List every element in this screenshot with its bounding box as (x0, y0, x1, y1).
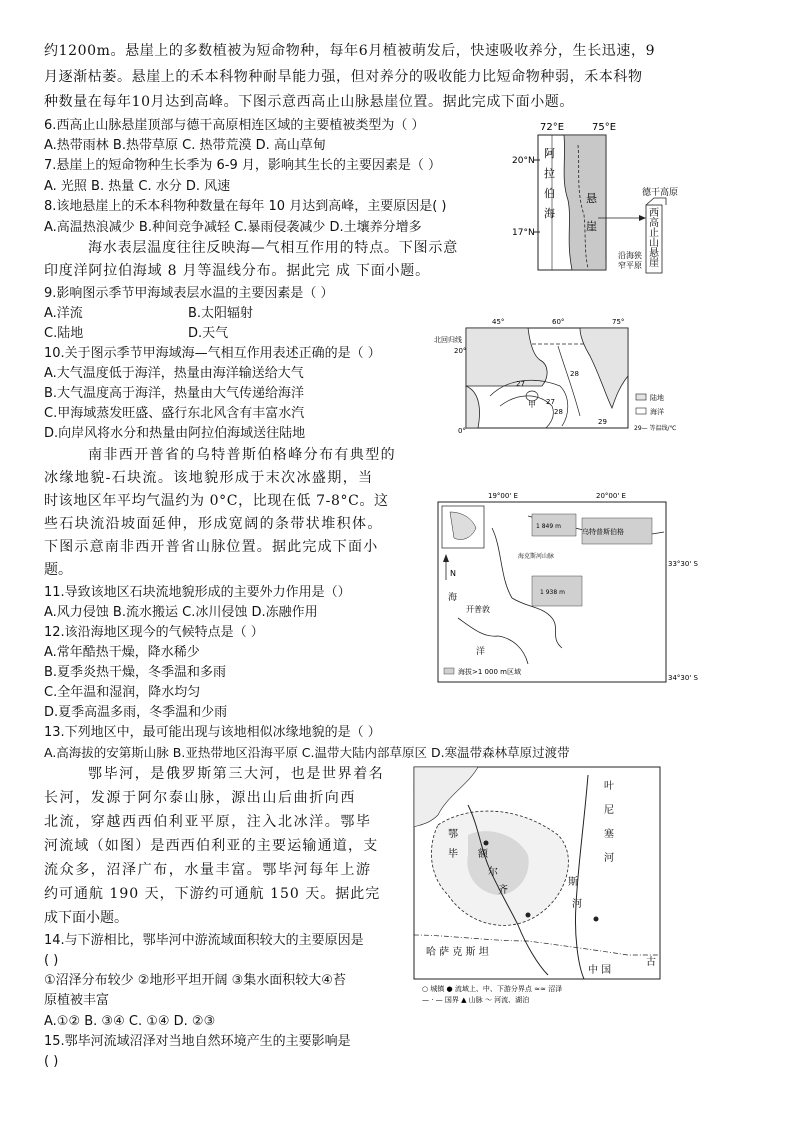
passage-4-line-4: 河流域（如图）是西西伯利亚的主要运输通道，支 (44, 838, 379, 854)
map1-side-4: 山 (649, 238, 659, 249)
map4-yenisei-3: 塞 (604, 829, 614, 840)
intro-line-3: 种数量在每年10月达到高峰。下图示意西高止山脉悬崖位置。据此完成下面小题。 (44, 94, 575, 110)
question-9-option-b: B.太阳辐射 (188, 306, 254, 321)
map1-side-6: 崖 (649, 258, 659, 269)
map1-sea-1: 阿 (544, 147, 555, 160)
map3-lat-34: 34°30' S (668, 674, 698, 682)
map1-side-5: 悬 (649, 248, 659, 259)
map2-iso-label-5: 28 (570, 370, 579, 378)
map2-jia: 甲 (528, 400, 536, 409)
question-10-option-b: B.大气温度高于海洋，热量由大气传递给海洋 (44, 386, 305, 401)
passage-2-line-2: 印度洋阿拉伯海域 8 月等温线分布。据此完 成 下面小题。 (44, 263, 430, 279)
map2-lat-0: 0° (458, 427, 466, 435)
question-12-option-b: B.夏季炎热干燥，冬季温和多雨 (44, 665, 227, 680)
map1-lon-72: 72°E (540, 122, 565, 133)
question-10: 10.关于图示季节甲海域海—气相互作用表述正确的是（ ） (44, 346, 381, 361)
map2-legend-land: 陆地 (650, 394, 664, 402)
map3-elev-2: 1 938 m (540, 589, 565, 596)
question-9-option-d: D.天气 (188, 326, 229, 341)
map1-lat-17: 17°N (512, 228, 535, 238)
passage-3-line-3: 时该地区年平均气温约为 0°C，比现在低 7-8°C。这 (44, 493, 389, 509)
question-8: 8.该地悬崖上的禾本科物种数量在每年 10 月达到高峰，主要原因是( ) (44, 199, 447, 214)
question-11-options: A.风力侵蚀 B.流水搬运 C.冰川侵蚀 D.冻融作用 (44, 605, 318, 620)
map4-irtysh-4: 斯 (568, 877, 578, 888)
map-western-cape (432, 488, 698, 686)
question-7: 7.悬崖上的短命物种生长季为 6-9 月，影响其生长的主要因素是（ ） (44, 158, 442, 173)
map-ob-river (408, 765, 664, 1005)
passage-4-line-5: 流众多，沼泽广布，水量丰富。鄂毕河每年上游 (44, 862, 372, 878)
map2-lon-60: 60° (552, 318, 565, 326)
map3-cape: 开普敦 (466, 605, 490, 614)
map2-iso-label-1: 27 (516, 380, 525, 388)
passage-3-line-6: 题。 (44, 562, 72, 578)
map4-mongolia: 古 (646, 957, 656, 968)
map4-ob-1: 鄂 (448, 829, 458, 840)
map4-irtysh-2: 尔 (488, 867, 498, 878)
map3-elev-1: 1 849 m (536, 523, 561, 530)
question-13: 13.下列地区中，最可能出现与该地相似冰缘地貌的是（ ） (44, 725, 381, 740)
map3-ocean-2: 洋 (476, 647, 486, 657)
map4-irtysh-3: 齐 (498, 885, 508, 896)
question-10-option-c: C.甲海域蒸发旺盛、盛行东北风含有丰富水汽 (44, 406, 305, 421)
question-14: 14.与下游相比，鄂毕河中游流域面积较大的主要原因是 (44, 933, 364, 948)
map1-lon-75: 75°E (592, 122, 617, 133)
map1-side-3: 止 (649, 228, 659, 239)
question-10-option-d: D.向岸风将水分和热量由阿拉伯海域送往陆地 (44, 426, 306, 441)
passage-3-line-5: 下图示意南非西开普省山脉位置。据此完成下面小 (44, 539, 379, 555)
question-14-options-line-2: 原植被丰富 (44, 993, 110, 1008)
map1-sea-2: 拉 (544, 167, 555, 180)
question-6: 6.西高止山脉悬崖顶部与德干高原相连区域的主要植被类型为（ ） (44, 118, 425, 133)
map1-sea-4: 海 (544, 207, 555, 220)
map1-lat-20: 20°N (512, 156, 535, 166)
map2-legend-iso: 29— 等温线/℃ (634, 425, 677, 432)
map4-yenisei-4: 河 (604, 853, 614, 864)
question-14-paren: ( ) (44, 953, 59, 968)
map1-side-1: 西 (649, 208, 659, 219)
question-13-options: A.高海拔的安第斯山脉 B.亚热带地区沿海平原 C.温带大陆内部草原区 D.寒温带森林草原过渡带 (44, 745, 570, 760)
map3-lat-33: 33°30' S (668, 560, 698, 568)
question-12-option-d: D.夏季高温多雨，冬季温和少雨 (44, 705, 228, 720)
map4-china: 中 国 (588, 965, 612, 976)
passage-4-line-6: 约可通航 190 天，下游约可通航 150 天。据此完 (44, 886, 381, 902)
map3-north: N (450, 569, 456, 578)
question-10-option-a: A.大气温度低于海洋，热量由海洋输送给大气 (44, 366, 304, 381)
map4-yenisei-2: 尼 (604, 805, 614, 816)
map1-deccan: 德干高原 (642, 188, 679, 198)
map1-cliff-2: 崖 (586, 220, 597, 233)
passage-3-line-2: 冰缘地貌-石块流。该地貌形成于末次冰盛期，当 (44, 470, 374, 486)
question-7-options: A. 光照 B. 热量 C. 水分 D. 风速 (44, 179, 231, 194)
passage-4-line-7: 成下面小题。 (44, 910, 128, 926)
question-15-paren: ( ) (44, 1054, 59, 1069)
map2-lon-45: 45° (492, 318, 505, 326)
question-12-option-c: C.全年温和湿润，降水均匀 (44, 685, 201, 700)
question-14-options-line-1: ①沼泽分布较少 ②地形平坦开阔 ③集水面积较大④苔 (44, 973, 346, 988)
passage-4-line-3: 北流，穿越西西伯利亚平原，注入北冰洋。鄂毕 (44, 814, 372, 830)
map2-legend-sea: 海洋 (650, 408, 664, 416)
map2-iso-label-3: 29 (598, 418, 607, 426)
map-western-ghats (506, 120, 682, 278)
passage-2-line-1: 海水表层温度往往反映海—气相互作用的特点。下图示意 (88, 240, 458, 256)
map3-lon-19: 19°00' E (488, 492, 518, 500)
map2-lon-75: 75° (612, 318, 625, 326)
question-11: 11.导致该地区石块流地貌形成的主要外力作用是（） (44, 585, 351, 600)
map4-irtysh-5: 河 (572, 899, 582, 910)
question-9: 9.影响图示季节甲海域表层水温的主要因素是（ ） (44, 286, 334, 301)
map2-tropic: 北回归线 (434, 336, 462, 344)
question-12-option-a: A.常年酷热干燥，降水稀少 (44, 645, 200, 660)
map3-peak: 乌特普斯伯格 (582, 528, 624, 536)
intro-line-1: 约1200m。悬崖上的多数植被为短命物种，每年6月植被萌发后，快速吸收养分，生长迅速，9 (44, 43, 656, 59)
question-8-options: A.高温热浪减少 B.种间竞争减轻 C.暴雨侵袭减少 D.土壤养分增多 (44, 220, 422, 235)
map-arabian-sea (430, 316, 677, 438)
passage-3-line-4: 些石块流沿坡面延伸，形成宽阔的条带状堆积体。 (44, 516, 383, 532)
map2-iso-label-2: 28 (554, 408, 563, 416)
intro-line-2: 月逐渐枯萎。悬崖上的禾本科物种耐旱能力强，但对养分的吸收能力比短命物种弱，禾本科物 (44, 69, 643, 85)
map1-sea-3: 伯 (544, 187, 555, 200)
map1-land (564, 135, 606, 270)
map4-legend-2: — · — 国界 ▲ 山脉 ～ 河流、湖泊 (422, 996, 530, 1004)
map4-irtysh-1: 额 (478, 849, 488, 860)
question-12: 12.该沿海地区现今的气候特点是（ ） (44, 625, 264, 640)
map4-ob-2: 毕 (448, 849, 458, 860)
question-14-choices: A.①② B. ③④ C. ①④ D. ②③ (44, 1014, 216, 1029)
question-9-option-a: A.洋流 (44, 306, 83, 321)
map1-coast-1: 沿海狭 (618, 251, 642, 260)
map3-legend: 海拔>1 000 m区域 (458, 668, 521, 676)
map4-legend-1: ○ 城镇 ● 流域上、中、下游分界点 ≈≈ 沼泽 (422, 985, 563, 993)
map4-kazakhstan: 哈 萨 克 斯 坦 (426, 947, 489, 958)
question-15: 15.鄂毕河流域沼泽对当地自然环境产生的主要影响是 (44, 1034, 351, 1049)
map4-yenisei-1: 叶 (604, 781, 614, 792)
passage-3-line-1: 南非西开普省的乌特普斯伯格峰分布有典型的 (88, 447, 396, 463)
question-9-option-c: C.陆地 (44, 326, 84, 341)
map2-lat-20: 20° (454, 347, 467, 355)
map3-ocean-1: 海 (448, 593, 458, 603)
map1-coast-2: 窄平原 (618, 261, 642, 270)
question-6-options: A.热带雨林 B.热带草原 C. 热带荒漠 D. 高山草甸 (44, 138, 326, 153)
map3-range: 海克斯河山脉 (518, 553, 555, 560)
passage-4-line-2: 长河，发源于阿尔泰山脉，源出山后曲折向西 (44, 790, 356, 806)
passage-4-line-1: 鄂毕河，是俄罗斯第三大河，也是世界着名 (88, 766, 385, 782)
map1-cliff-1: 悬 (586, 192, 597, 205)
map1-side-2: 高 (649, 218, 659, 229)
map2-iso-label-4: 27 (546, 398, 555, 406)
map3-lon-20: 20°00' E (596, 492, 626, 500)
